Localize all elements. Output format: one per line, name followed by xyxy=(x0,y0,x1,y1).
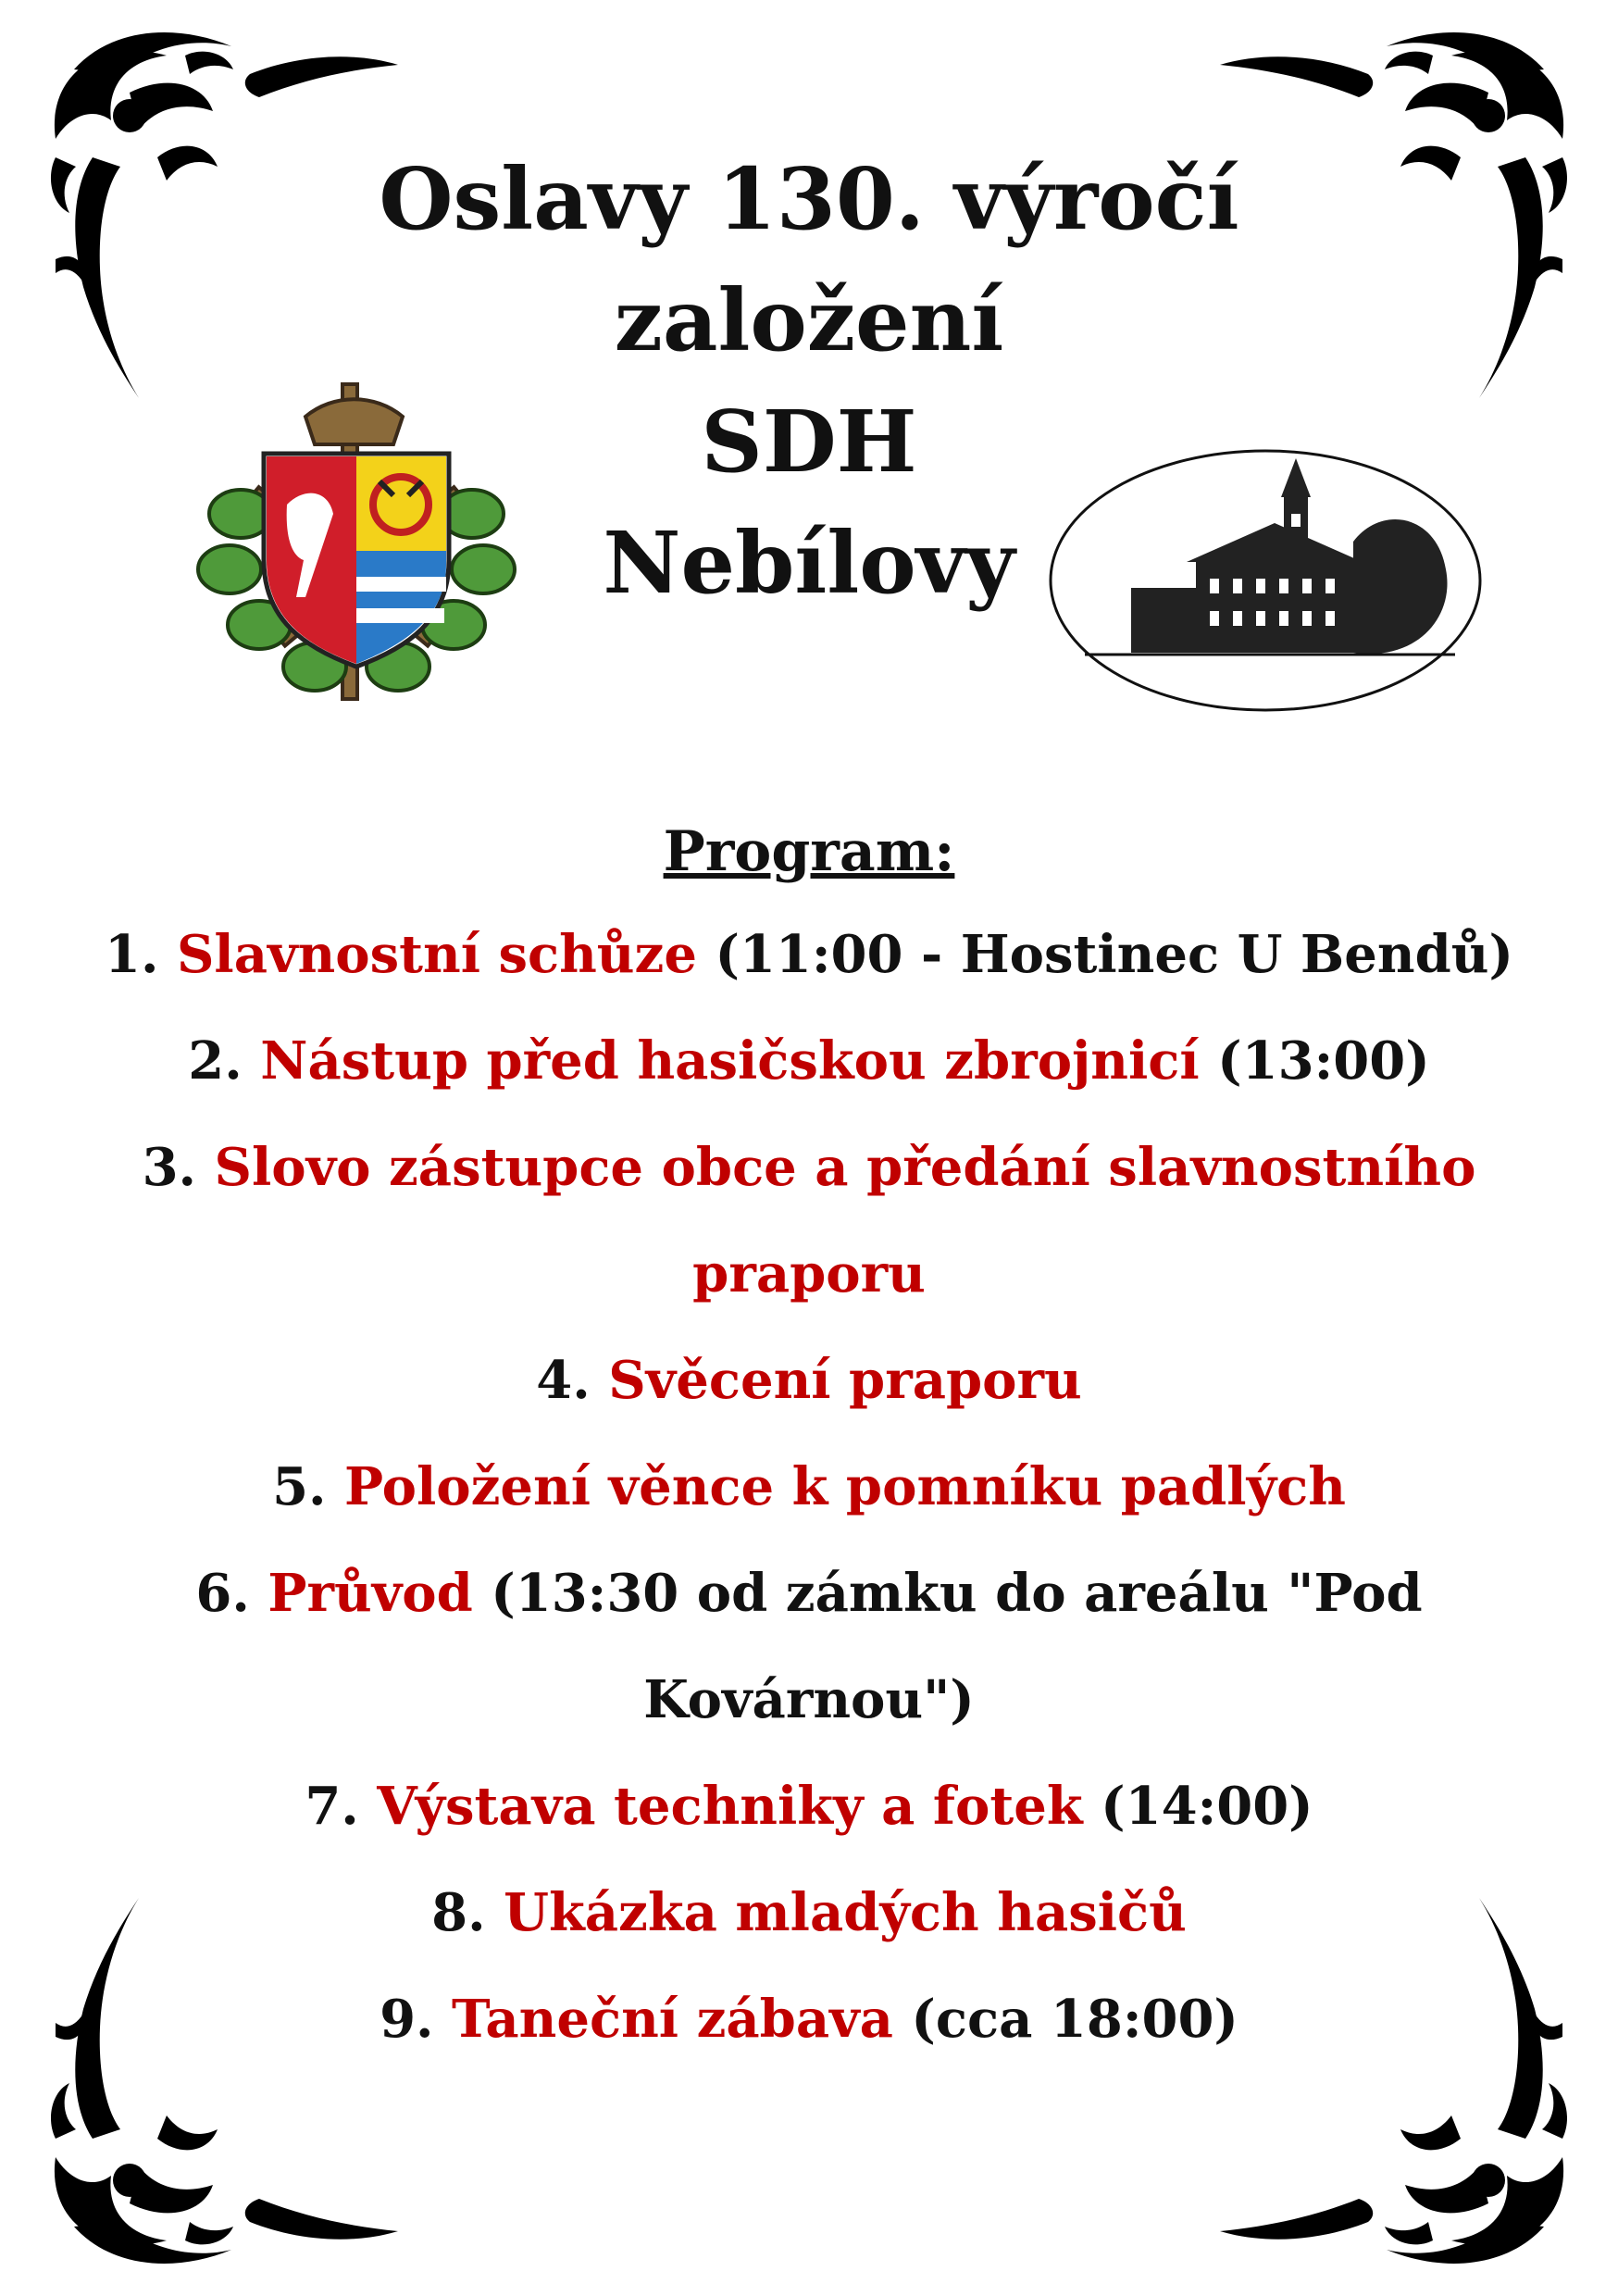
program-item-name: Slavnostní schůze xyxy=(176,924,697,985)
program-item-number: 1. xyxy=(105,924,159,985)
program-item-detail: (13:00) xyxy=(1217,1030,1430,1092)
castle-sketch-icon xyxy=(1048,449,1483,713)
program-item xyxy=(31,1860,1587,1966)
fire-brigade-coat-of-arms-icon xyxy=(176,366,537,718)
program-item xyxy=(31,902,1587,1008)
program-item xyxy=(31,1328,1587,1434)
program-item xyxy=(31,1753,1587,1860)
program-section xyxy=(0,815,1618,2073)
program-item xyxy=(31,1966,1587,2073)
program-item-name: Slovo zástupce obce a předání slavnostního praporu xyxy=(214,1137,1476,1304)
program-item-number: 9. xyxy=(380,1989,434,2050)
program-item-name: Výstava techniky a fotek xyxy=(377,1776,1083,1837)
program-item-detail: (13:30 od zámku do areálu "Pod Kovárnou") xyxy=(491,1563,1423,1730)
program-item xyxy=(31,1434,1587,1541)
program-heading: Program: xyxy=(663,819,955,884)
program-item-number: 2. xyxy=(188,1030,243,1092)
program-item-number: 6. xyxy=(195,1563,250,1624)
program-item-name: Nástup před hasičskou zbrojnicí xyxy=(260,1030,1200,1092)
program-item-number: 4. xyxy=(536,1350,591,1411)
program-item-name: Průvod xyxy=(268,1563,473,1624)
program-item-name: Ukázka mladých hasičů xyxy=(504,1882,1187,1943)
program-item-number: 8. xyxy=(431,1882,486,1943)
program-item-name: Položení věnce k pomníku padlých xyxy=(344,1456,1346,1517)
title-line-3: SDH xyxy=(701,392,917,492)
program-item-number: 7. xyxy=(305,1776,359,1837)
program-item xyxy=(31,1008,1587,1115)
program-item-number: 5. xyxy=(272,1456,327,1517)
title-line-4: Nebílovy xyxy=(603,513,1015,613)
program-item-detail: (cca 18:00) xyxy=(911,1989,1238,2050)
title-line-1: Oslavy 130. výročí xyxy=(379,149,1239,249)
program-item-name: Svěcení praporu xyxy=(608,1350,1082,1411)
program-item-number: 3. xyxy=(142,1137,197,1198)
title-line-2: založení xyxy=(614,270,1004,370)
program-list xyxy=(0,902,1618,2073)
program-item-name: Taneční zábava xyxy=(452,1989,893,2050)
program-item-detail: (14:00) xyxy=(1101,1776,1313,1837)
program-item xyxy=(41,1541,1577,1753)
program-item xyxy=(41,1115,1577,1328)
program-item-detail: (11:00 - Hostinec U Bendů) xyxy=(715,924,1513,985)
